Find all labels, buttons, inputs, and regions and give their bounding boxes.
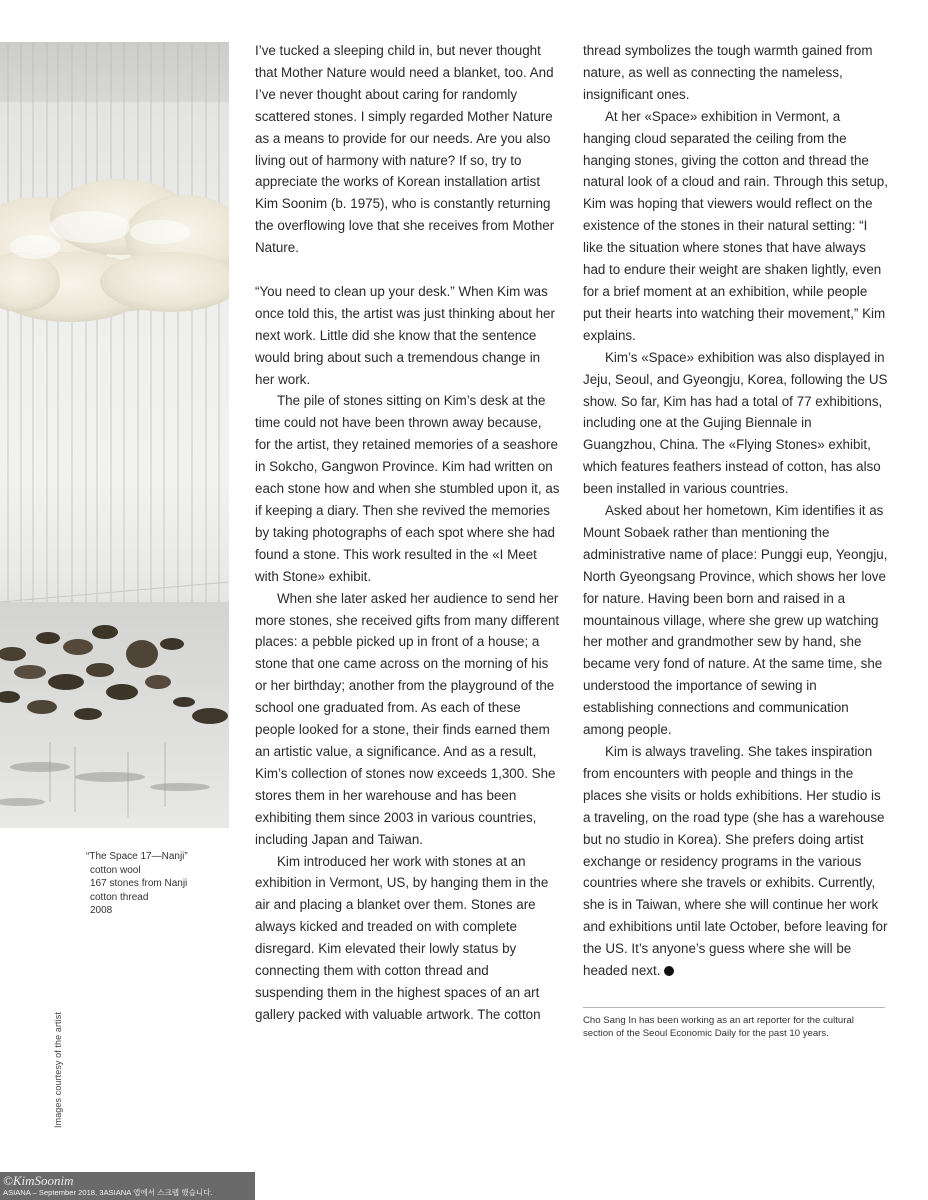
paragraph-text: Kim is always traveling. She takes inspiration from encounters with people and things in the places she visits or holds exhibitions. Her studio is a traveling, on the road type (she has a warehouse but no studio in Korea). She prefers doing artist exchange or residency programs in the various countries where she travels or exhibits. Currently, she is in Taiwan, where she will continue her work and exhibitions until late October, before leaving for the US. It’s anyone’s guess where she will be headed next. xyxy=(583,744,888,979)
paragraph: thread symbolizes the tough warmth gained from nature, as well as connecting the nameless, insignificant ones. xyxy=(583,43,873,102)
watermark: ©KimSoonim xyxy=(3,1173,74,1188)
photo-credit: Images courtesy of the artist xyxy=(53,1012,63,1128)
paragraph: I’ve tucked a sleeping child in, but never thought that Mother Nature would need a blanket, too. And I’ve never thought about caring for randomly scattered stones. I simply regarded Mother Nature as a means to provide for our needs. Are you also living out of harmony with nature? If so, try to appreciate the works of Korean installation artist Kim Soonim (b. 1975), who is constantly returning the overflowing love that she receives from Mother Nature. xyxy=(255,43,555,256)
source-footer xyxy=(0,1172,255,1200)
paragraph: “You need to clean up your desk.” When Kim was once told this, the artist was just thinking about her next work. Little did she know that the sentence would bring about such a tremendous change in her work. xyxy=(255,283,555,387)
paragraph: At her «Space» exhibition in Vermont, a hanging cloud separated the ceiling from the hanging stones, giving the cotton and thread the natural look of a cloud and rain. Through this setup, Kim was hoping that viewers would reflect on the existence of the stones in their natural setting: “I like the situation where stones that have always had to endure their weight are shaken lightly, even for a brief moment at an exhibition, while people put their hearts into watching their movement,” Kim explains. xyxy=(583,108,888,343)
installation-artwork xyxy=(0,42,229,828)
photo-caption xyxy=(86,850,236,918)
author-bio: Cho Sang In has been working as an art reporter for the cultural section of the Seoul Economic Daily for the past 10 years. xyxy=(583,1007,885,1040)
paragraph: The pile of stones sitting on Kim’s desk at the time could not have been thrown away because, for the artist, they retained memories of a seashore in Sokcho, Gangwon Province. Kim had written on each stone how and when she stumbled upon it, as if keeping a diary. Then she revived the memories by taking photographs of each spot where she had found a stone. This work resulted in the «I Meet with Stone» exhibit. xyxy=(255,393,560,584)
caption-line: 2008 xyxy=(90,905,113,916)
caption-line: cotton wool xyxy=(90,864,141,876)
paragraph: Asked about her hometown, Kim identifies it as Mount Sobaek rather than mentioning the administrative name of place: Punggi eup, Yeongju, North Gyeongsang Province, which shows her love for nature. Having been born and raised in a mountainous village, where she grew up watching her mother and grandmother sew by hand, she became very fond of nature. At the same time, she understood the importance of sewing in establishing connections and communication among people. xyxy=(583,503,888,738)
end-mark-icon xyxy=(664,966,674,976)
caption-line: 167 stones from Nanji xyxy=(90,878,188,889)
article-column-left xyxy=(255,40,560,1026)
paragraph-final xyxy=(583,741,888,982)
paragraph: Kim’s «Space» exhibition was also displayed in Jeju, Seoul, and Gyeongju, Korea, following the US show. So far, Kim has had a total of 77 exhibitions, including one at the Gujing Biennale in Guangzhou, China. The «Flying Stones» exhibit, which features feathers instead of cotton, has also been installed in various countries. xyxy=(583,349,888,497)
installation-photo xyxy=(0,42,229,828)
source-line: ASIANA – September 2018, 3ASIANA 앱에서 스크랩 했습니다. xyxy=(3,1188,213,1197)
paragraph: Kim introduced her work with stones at an exhibition in Vermont, US, by hanging them in the air and placing a blanket over them. Stones are always kicked and treaded on with complete disregard. Kim elevated their lowly status by connecting them with cotton thread and suspending them in the highest spaces of an art gallery packed with valuable artwork. The cotton xyxy=(255,853,549,1022)
paragraph: When she later asked her audience to send her more stones, she received gifts from many different places: a pebble picked up in front of a house; a stone that one came across on the morning of his or her birthday; another from the playground of the school one graduated from. As each of these people looked for a stone, their finds earned them an artistic value, a significance. And as a result, Kim’s collection of stones now exceeds 1,300. She stores them in her warehouse and has been exhibiting them since 2003 in various countries, including Japan and Taiwan. xyxy=(255,590,560,847)
article-column-right xyxy=(583,40,888,982)
caption-line: cotton thread xyxy=(90,891,149,903)
caption-title: “The Space 17—Nanji” xyxy=(86,851,188,862)
